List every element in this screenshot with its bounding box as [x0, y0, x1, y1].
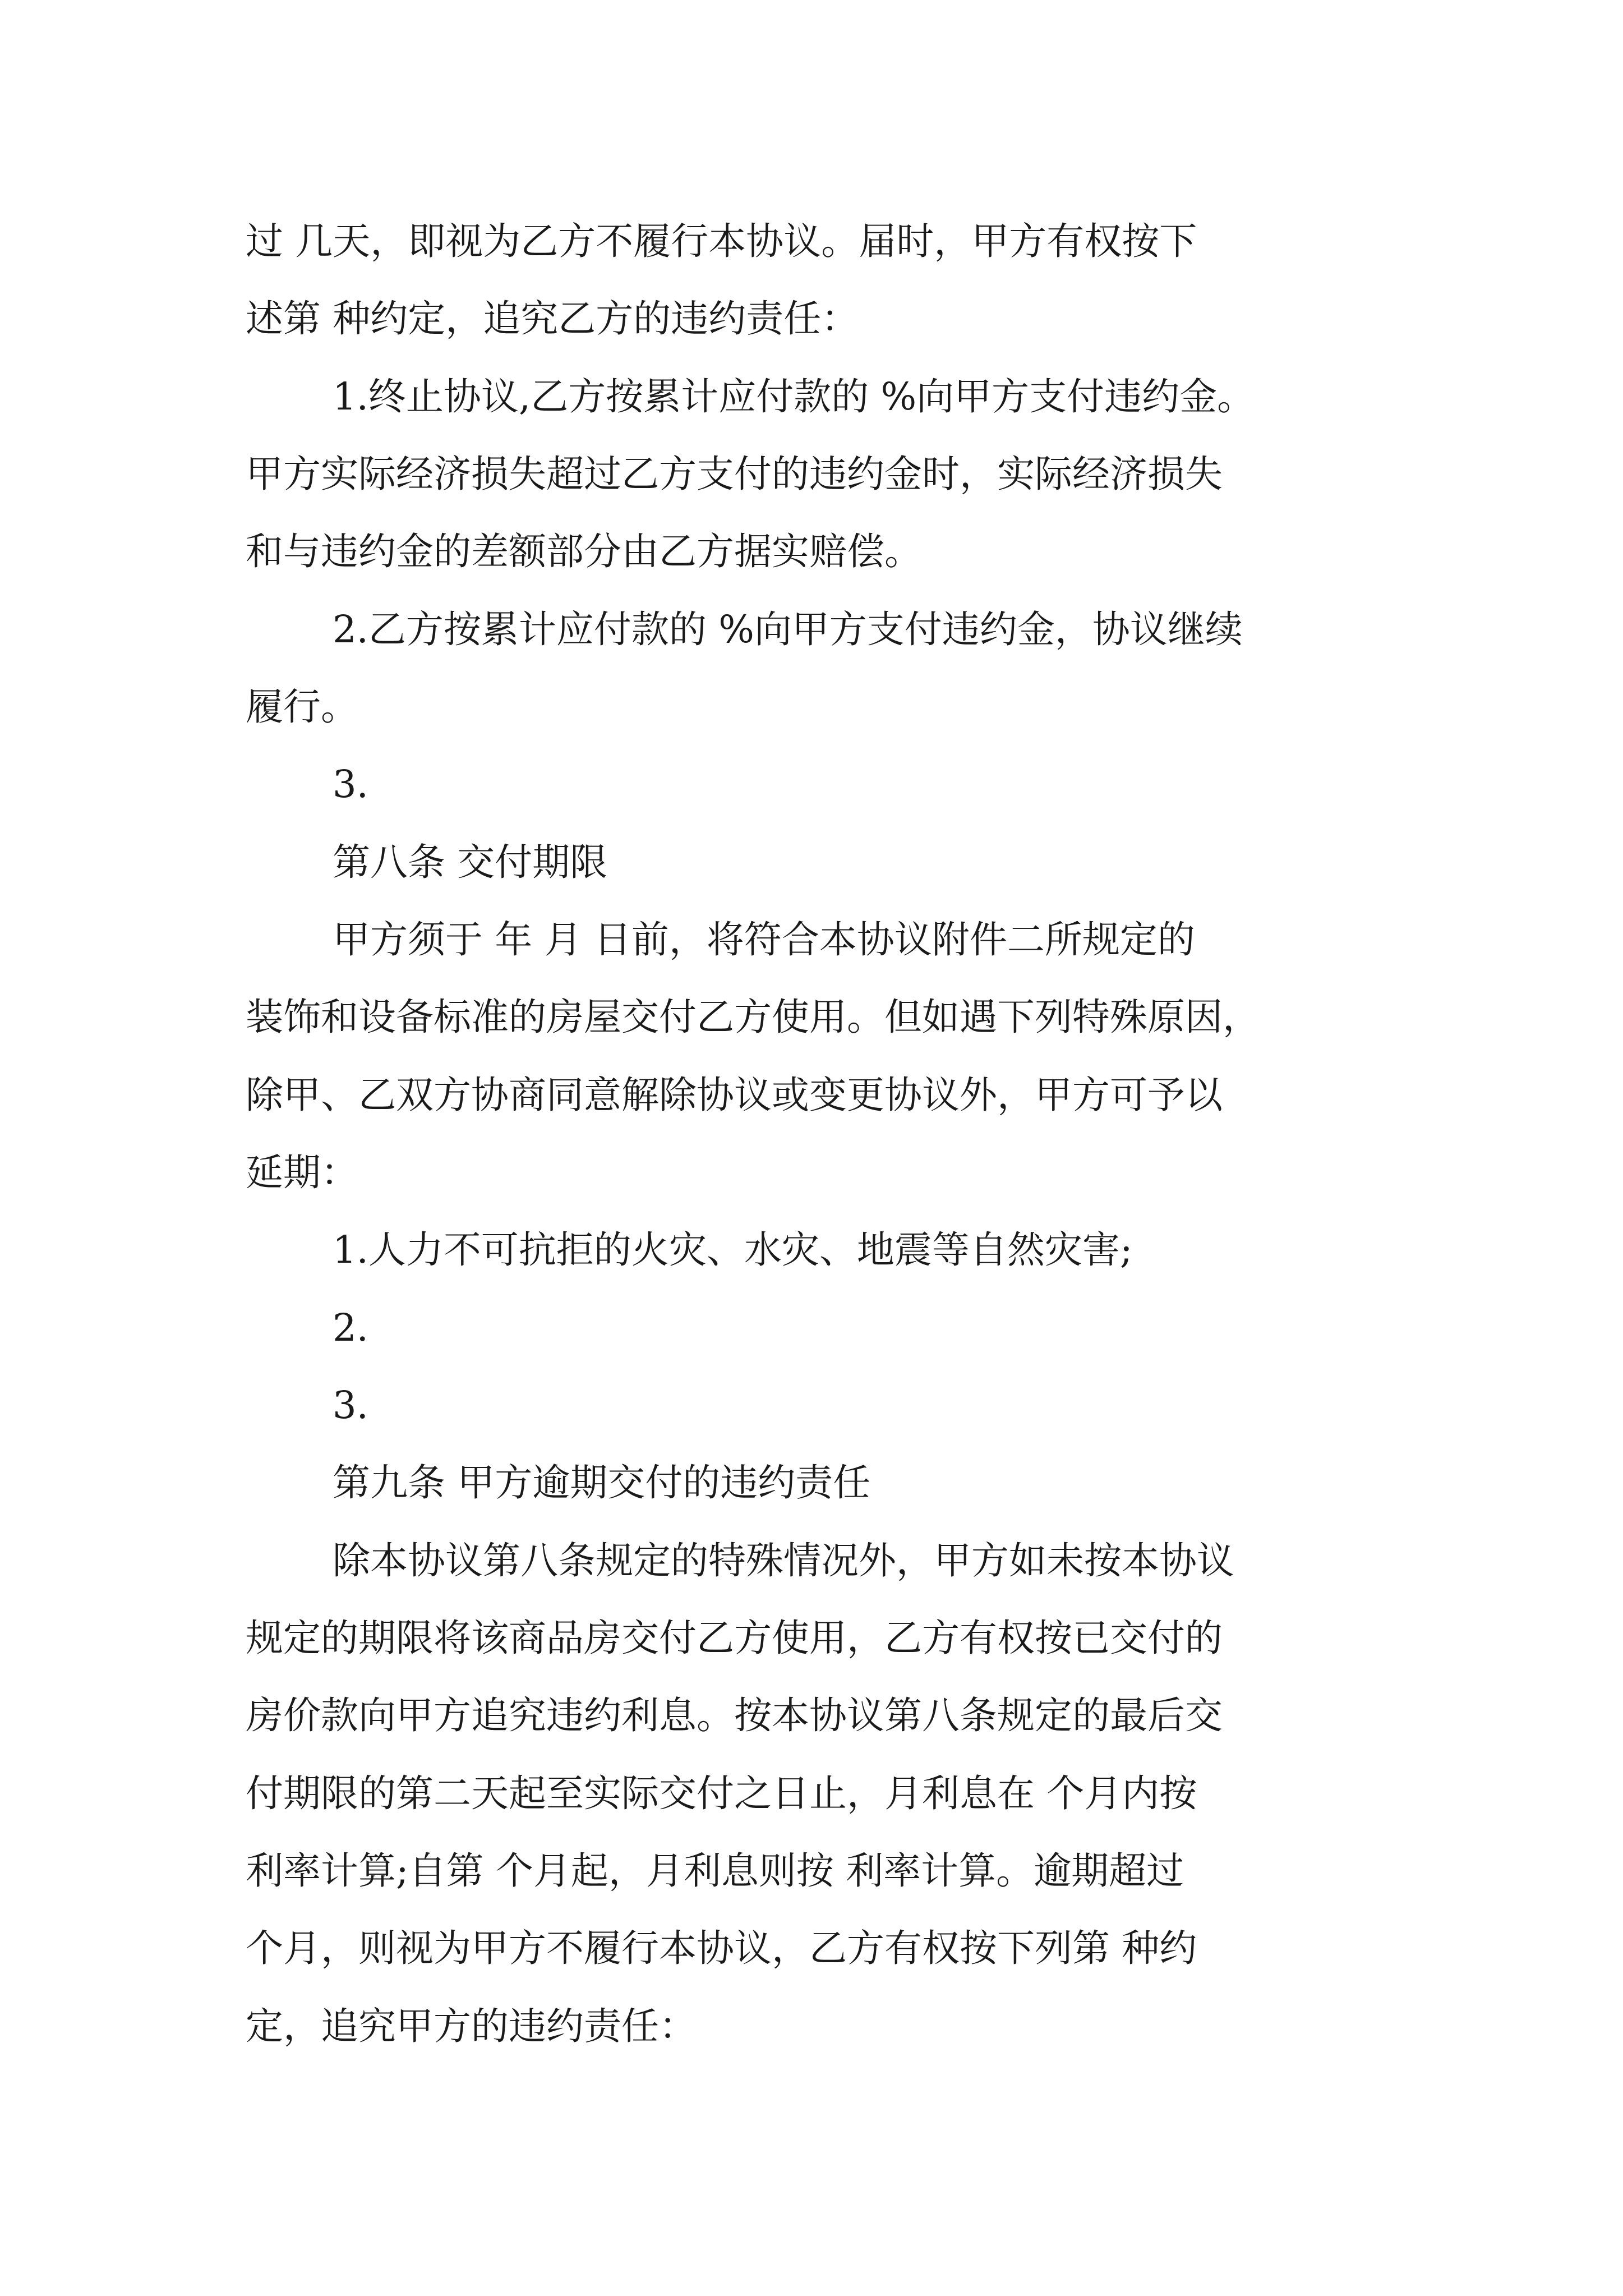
text-line-20: 房价款向甲方追究违约利息。按本协议第八条规定的最后交	[246, 1694, 1223, 1737]
text-line-10: 甲方须于 年 月 日前，将符合本协议附件二所规定的	[333, 918, 1195, 961]
text-line-16: 3.	[333, 1383, 368, 1427]
text-line-6: 2.乙方按累计应付款的 %向甲方支付违约金，协议继续	[333, 608, 1243, 651]
text-line-4: 甲方实际经济损失超过乙方支付的违约金时，实际经济损失	[246, 452, 1223, 496]
text-line-23: 个月，则视为甲方不履行本协议，乙方有权按下列第 种约	[246, 1926, 1197, 1970]
section-heading-article-9: 第九条 甲方逾期交付的违约责任	[333, 1461, 871, 1504]
text-line-18: 除本协议第八条规定的特殊情况外，甲方如未按本协议	[333, 1539, 1234, 1582]
text-line-14: 1.人力不可抗拒的火灾、水灾、地震等自然灾害;	[333, 1228, 1133, 1272]
text-line-8: 3.	[333, 762, 368, 806]
text-line-1: 过 几天，即视为乙方不履行本协议。届时，甲方有权按下	[246, 219, 1197, 263]
text-line-21: 付期限的第二天起至实际交付之日止，月利息在 个月内按	[246, 1772, 1197, 1815]
text-line-24: 定，追究甲方的违约责任：	[246, 2004, 697, 2048]
text-line-7: 履行。	[246, 685, 358, 729]
text-line-2: 述第 种约定，追究乙方的违约责任：	[246, 297, 859, 341]
text-line-5: 和与违约金的差额部分由乙方据实赔偿。	[246, 530, 922, 573]
text-line-15: 2.	[333, 1306, 368, 1350]
text-line-13: 延期：	[246, 1151, 358, 1194]
text-line-19: 规定的期限将该商品房交付乙方使用，乙方有权按已交付的	[246, 1616, 1223, 1660]
section-heading-article-8: 第八条 交付期限	[333, 840, 608, 884]
text-line-12: 除甲、乙双方协商同意解除协议或变更协议外，甲方可予以	[246, 1073, 1223, 1117]
text-line-11: 装饰和设备标准的房屋交付乙方使用。但如遇下列特殊原因，	[246, 995, 1260, 1039]
text-line-3: 1.终止协议,乙方按累计应付款的 %向甲方支付违约金。	[333, 375, 1255, 418]
text-line-22: 利率计算;自第 个月起，月利息则按 利率计算。逾期超过	[246, 1849, 1184, 1893]
